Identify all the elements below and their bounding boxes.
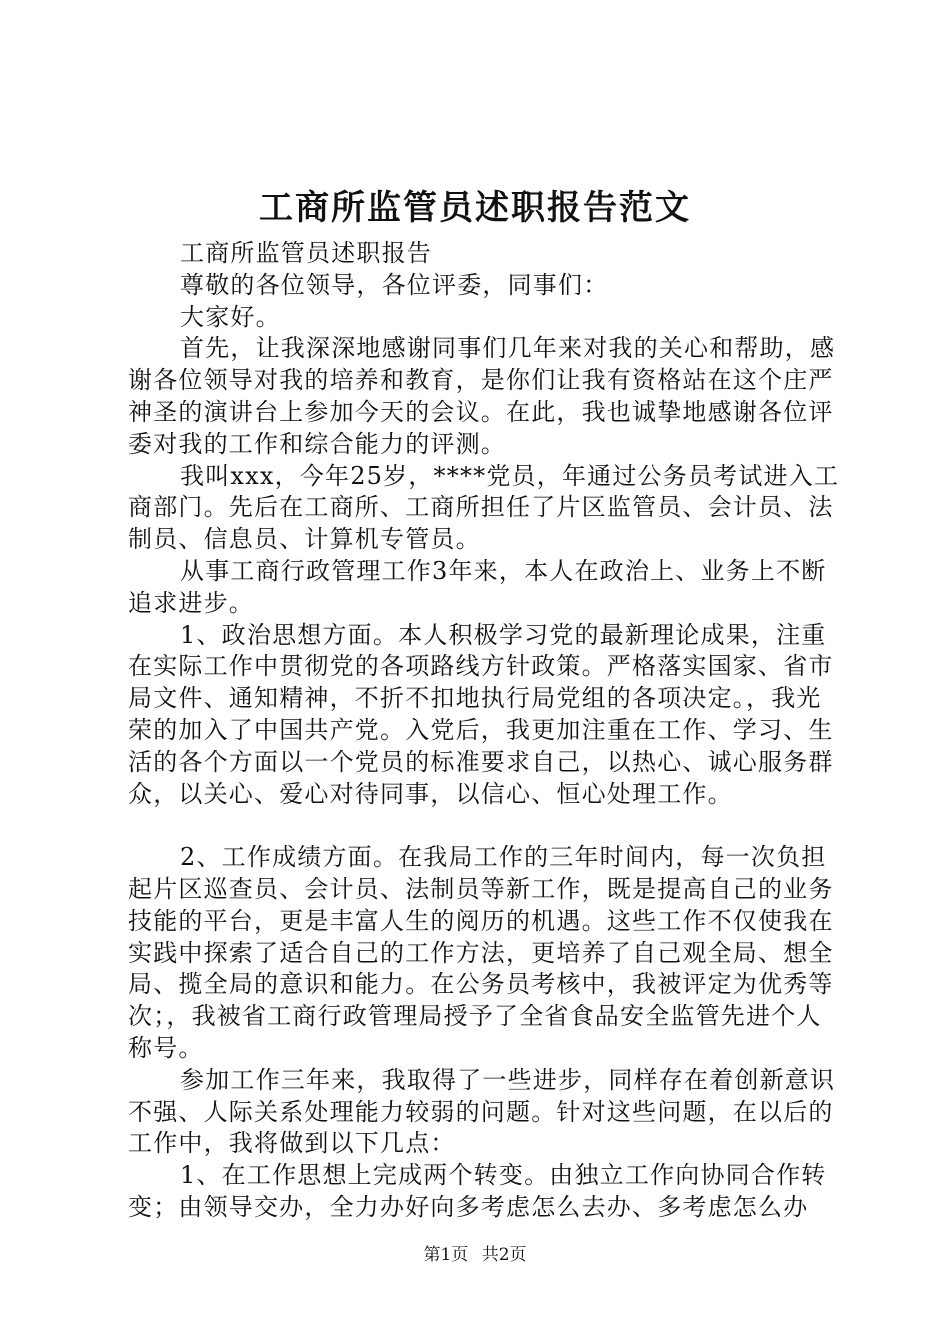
- self-intro-paragraph: 我叫xxx，今年25岁，****党员，年通过公务员考试进入工商部门。先后在工商所、工商所担任了片区监管员、会计员、法制员、信息员、计算机专管员。: [128, 461, 840, 554]
- political-thought-paragraph: 1、政治思想方面。本人积极学习党的最新理论成果，注重在实际工作中贯彻党的各项路线方针政策。严格落实国家、省市局文件、通知精神，不折不扣地执行局党组的各项决定。，我光荣的加入了中国共产党。入党后，我更加注重在工作、学习、生活的各个方面以一个党员的标准要求自己，以热心、诚心服务群众，以关心、爱心对待同事，以信心、恒心处理工作。: [128, 620, 834, 808]
- document-body: [128, 238, 844, 1224]
- greeting-line: 大家好。: [180, 302, 281, 331]
- work-achievement-paragraph: 2、工作成绩方面。在我局工作的三年时间内，每一次负担起片区巡查员、会计员、法制员等新工作，既是提高自己的业务技能的平台，更是丰富人生的阅历的机遇。这些工作不仅使我在实践中探索了适合自己的工作方法，更培养了自己观全局、想全局、揽全局的意识和能力。在公务员考核中，我被评定为优秀等次；，我被省工商行政管理局授予了全省食品安全监管先进个人称号。: [128, 843, 834, 1062]
- salutation-line: 尊敬的各位领导，各位评委，同事们：: [180, 270, 609, 299]
- shortcomings-paragraph: 参加工作三年来，我取得了一些进步，同样存在着创新意识不强、人际关系处理能力较弱的问题。针对这些问题，在以后的工作中，我将做到以下几点：: [128, 1065, 836, 1158]
- page-number-current: 第1页: [423, 1245, 469, 1265]
- page-footer: [0, 1244, 950, 1266]
- document-title: 工商所监管员述职报告范文: [259, 188, 691, 228]
- page-number-total: 共2页: [481, 1245, 527, 1265]
- improvement-point-1-paragraph: 1、在工作思想上完成两个转变。由独立工作向协同合作转变；由领导交办，全力办好向多考虑怎么去办、多考虑怎么办: [128, 1161, 827, 1221]
- progress-intro-paragraph: 从事工商行政管理工作3年来，本人在政治上、业务上不断追求进步。: [128, 556, 827, 617]
- thanks-paragraph: 首先，让我深深地感谢同事们几年来对我的关心和帮助，感谢各位领导对我的培养和教育，是你们让我有资格站在这个庄严神圣的演讲台上参加今天的会议。在此，我也诚挚地感谢各位评委对我的工作和综合能力的评测。: [128, 334, 836, 458]
- report-heading-line: 工商所监管员述职报告: [180, 239, 432, 267]
